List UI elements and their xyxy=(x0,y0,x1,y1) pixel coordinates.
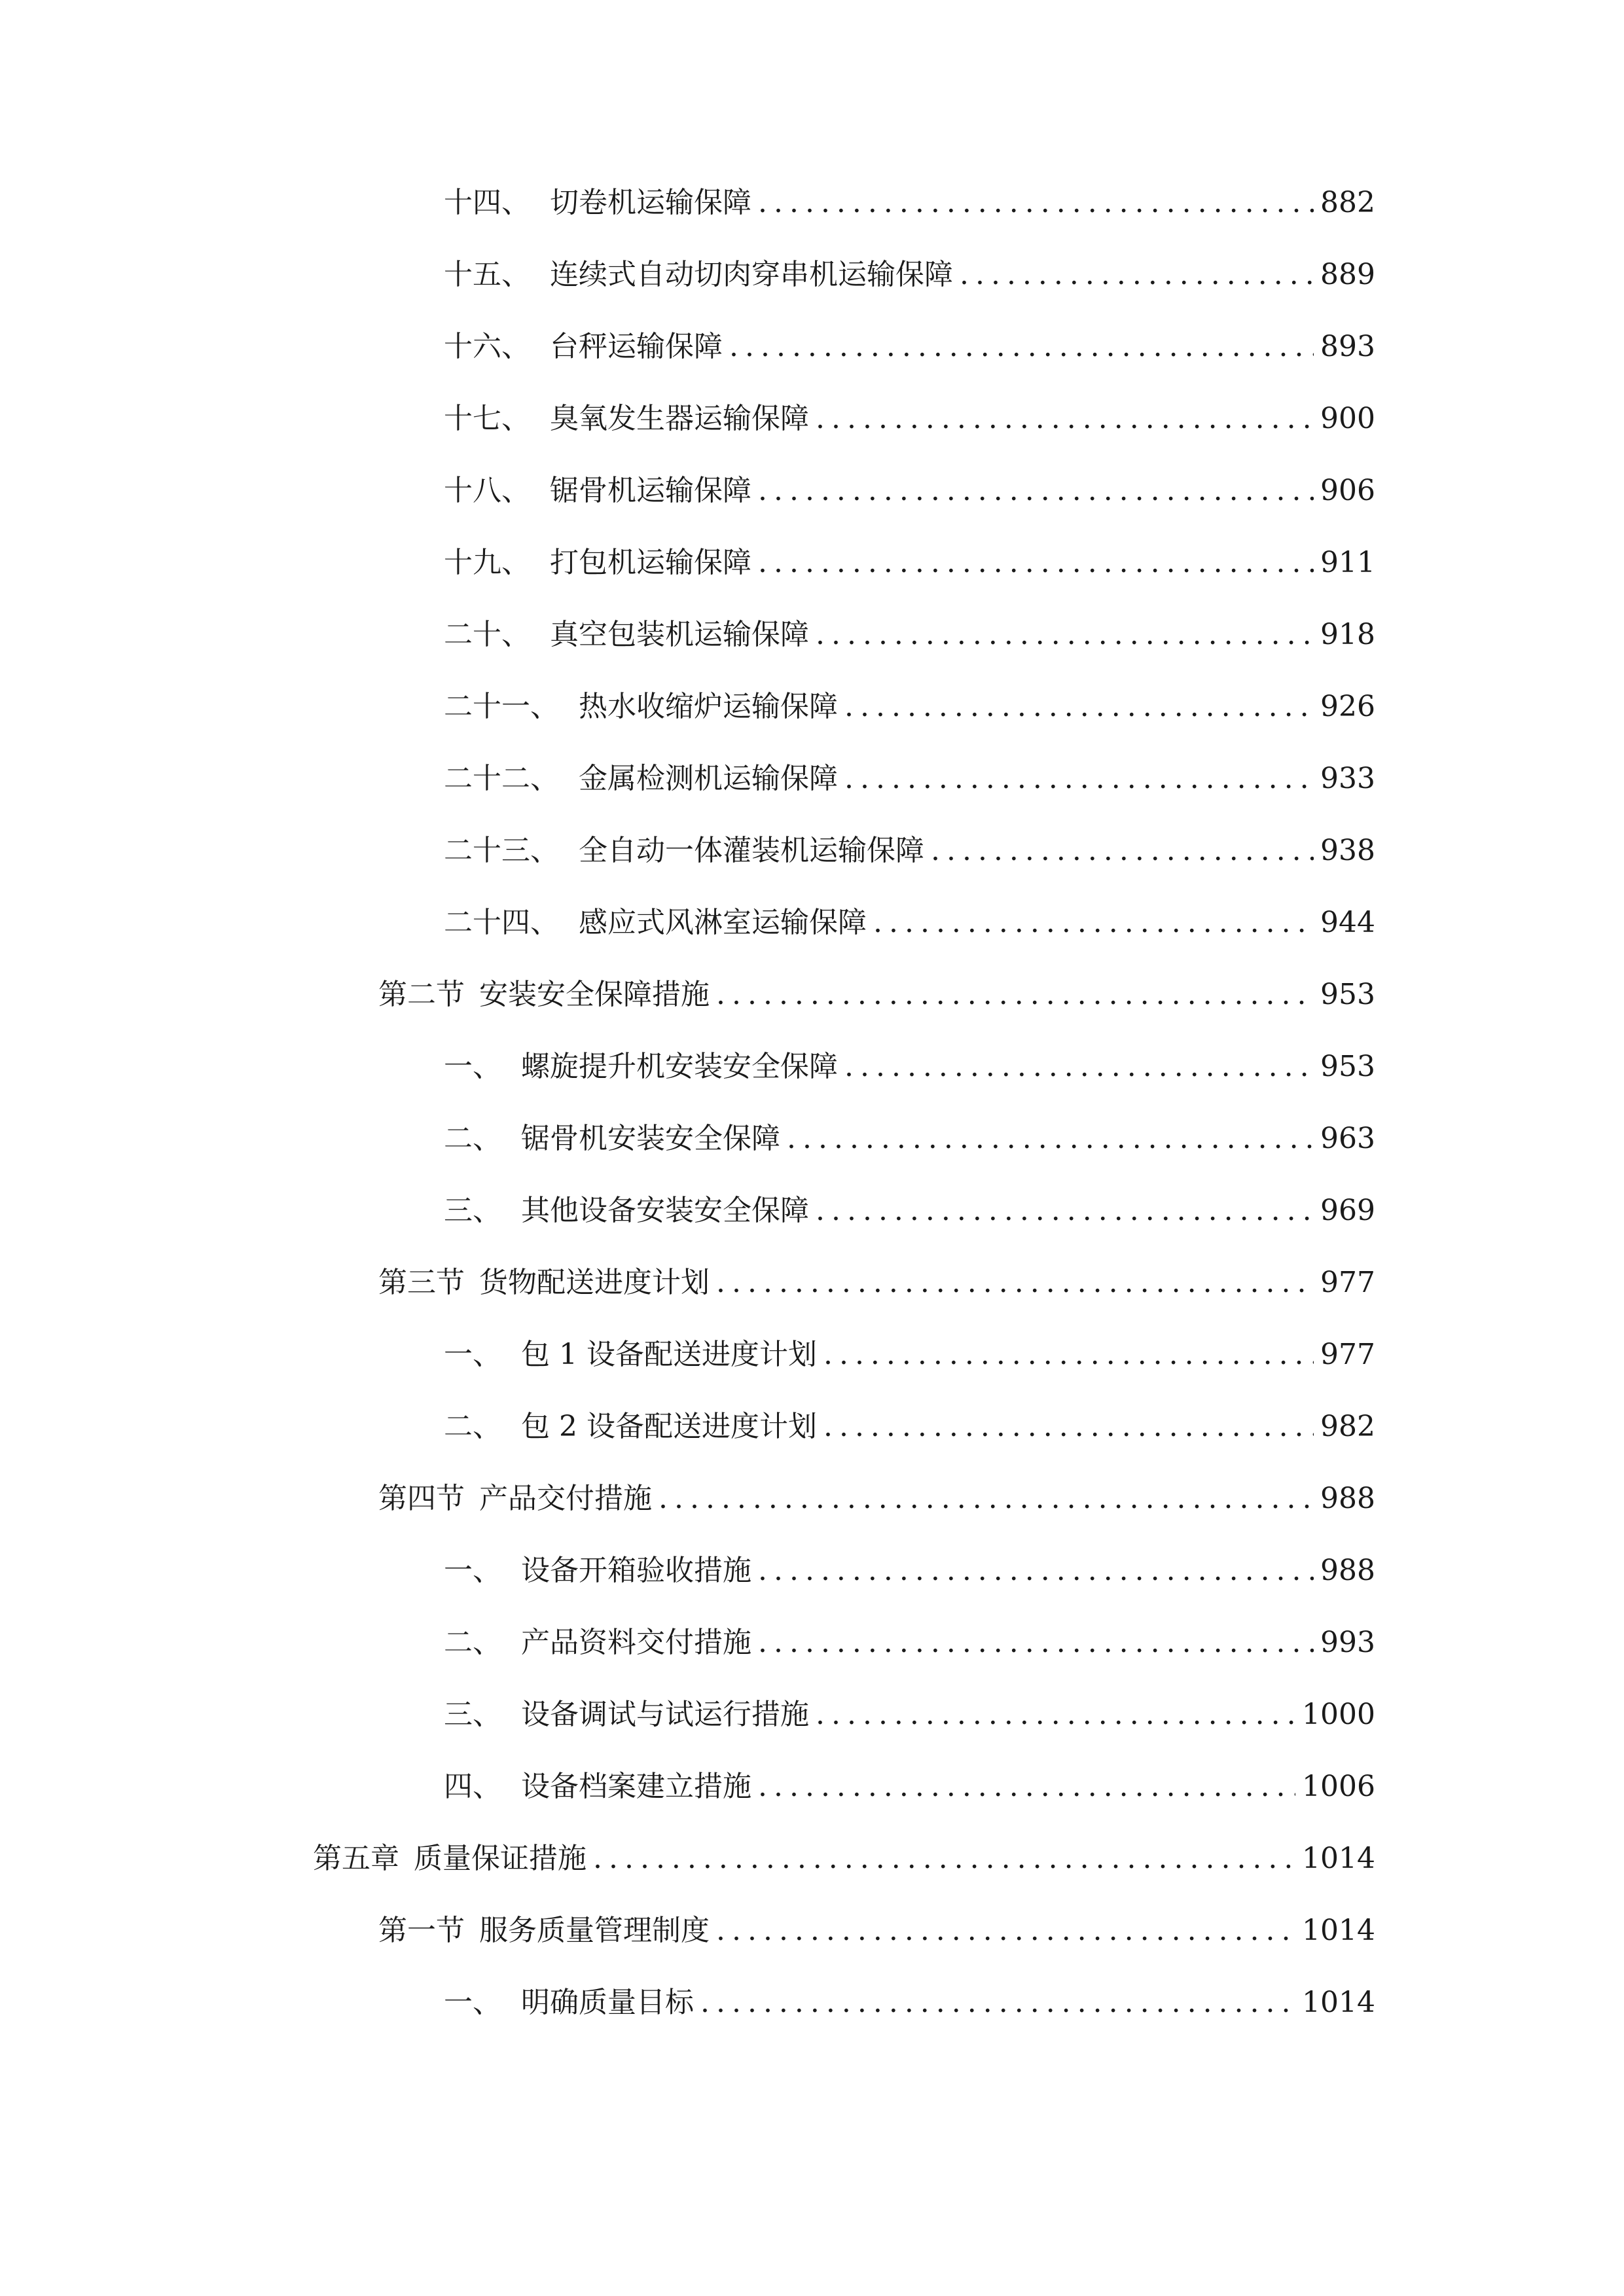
dot-leader xyxy=(593,1836,1295,1882)
toc-entry-number: 十八、 xyxy=(444,474,530,507)
toc-entry-title: 货物配送进度计划 xyxy=(479,1266,710,1299)
dot-leader xyxy=(816,1692,1295,1738)
toc-entry-number: 十九、 xyxy=(444,546,530,579)
toc-entry[interactable] xyxy=(444,828,1375,874)
dot-leader xyxy=(823,1332,1314,1378)
toc-entry-number: 第一节 xyxy=(378,1914,465,1947)
toc-entry-title: 设备开箱验收措施 xyxy=(521,1554,751,1587)
toc-entry-page-number: 893 xyxy=(1320,330,1375,363)
toc-entry-number: 一、 xyxy=(444,1338,501,1371)
toc-entry-page-number: 1014 xyxy=(1302,1842,1375,1875)
toc-entry-title: 质量保证措施 xyxy=(414,1842,586,1875)
toc-entry-page-number: 900 xyxy=(1320,402,1375,435)
toc-entry-page-number: 911 xyxy=(1320,546,1375,579)
toc-entry[interactable] xyxy=(444,1332,1375,1378)
toc-entry-number: 二十一、 xyxy=(444,690,559,723)
dot-leader xyxy=(659,1476,1314,1522)
toc-entry-page-number: 953 xyxy=(1320,978,1375,1011)
dot-leader xyxy=(716,1260,1314,1306)
toc-entry-number: 二十三、 xyxy=(444,834,559,867)
toc-entry-number: 二、 xyxy=(444,1122,501,1155)
toc-entry-title: 服务质量管理制度 xyxy=(479,1914,710,1947)
toc-entry[interactable] xyxy=(444,180,1375,226)
toc-entry-number: 四、 xyxy=(444,1770,501,1803)
toc-entry[interactable] xyxy=(444,1044,1375,1090)
toc-entry-page-number: 977 xyxy=(1320,1266,1375,1299)
toc-entry-title: 切卷机运输保障 xyxy=(550,186,751,219)
toc-entry-number: 第三节 xyxy=(378,1266,465,1299)
toc-entry-number: 第四节 xyxy=(378,1482,465,1515)
toc-entry[interactable] xyxy=(444,1116,1375,1162)
toc-entry-title: 产品交付措施 xyxy=(479,1482,652,1515)
toc-entry-title: 锯骨机安装安全保障 xyxy=(521,1122,780,1155)
toc-entry-number: 第五章 xyxy=(313,1842,399,1875)
toc-entry-title: 连续式自动切肉穿串机运输保障 xyxy=(550,258,953,291)
toc-entry[interactable] xyxy=(444,1692,1375,1738)
dot-leader xyxy=(729,324,1314,370)
toc-entry[interactable] xyxy=(444,1980,1375,2026)
toc-entry-page-number: 1000 xyxy=(1302,1698,1375,1731)
toc-entry-page-number: 982 xyxy=(1320,1410,1375,1443)
dot-leader xyxy=(816,1188,1314,1234)
toc-entry-title: 感应式风淋室运输保障 xyxy=(579,906,867,939)
toc-entry-number: 三、 xyxy=(444,1194,501,1227)
toc-entry-title: 打包机运输保障 xyxy=(550,546,751,579)
toc-entry-title: 其他设备安装安全保障 xyxy=(521,1194,809,1227)
toc-entry-page-number: 926 xyxy=(1320,690,1375,723)
toc-entry-page-number: 933 xyxy=(1320,762,1375,795)
toc-entry-page-number: 882 xyxy=(1320,186,1375,219)
toc-entry[interactable] xyxy=(378,972,1375,1018)
toc-entry-page-number: 938 xyxy=(1320,834,1375,867)
dot-leader xyxy=(823,1404,1314,1450)
toc-entry[interactable] xyxy=(444,396,1375,442)
toc-entry-number: 十七、 xyxy=(444,402,530,435)
toc-entry[interactable] xyxy=(444,1764,1375,1810)
toc-entry[interactable] xyxy=(444,1620,1375,1666)
dot-leader xyxy=(844,756,1314,802)
toc-entry[interactable] xyxy=(444,756,1375,802)
toc-entry[interactable] xyxy=(378,1476,1375,1522)
toc-entry-title: 金属检测机运输保障 xyxy=(579,762,838,795)
toc-entry[interactable] xyxy=(378,1260,1375,1306)
toc-entry-title: 明确质量目标 xyxy=(521,1986,694,2019)
toc-entry-title: 臭氧发生器运输保障 xyxy=(550,402,809,435)
dot-leader xyxy=(873,900,1314,946)
toc-entry-number: 二、 xyxy=(444,1410,501,1443)
toc-entry-title: 包 1 设备配送进度计划 xyxy=(521,1338,817,1371)
toc-entry-page-number: 944 xyxy=(1320,906,1375,939)
toc-entry[interactable] xyxy=(444,1548,1375,1594)
dot-leader xyxy=(844,684,1314,730)
toc-entry-page-number: 918 xyxy=(1320,618,1375,651)
toc-entry-number: 一、 xyxy=(444,1986,501,2019)
toc-entry-title: 热水收缩炉运输保障 xyxy=(579,690,838,723)
toc-entry-number: 十四、 xyxy=(444,186,530,219)
dot-leader xyxy=(716,1908,1295,1954)
dot-leader xyxy=(758,540,1314,586)
toc-entry-page-number: 1014 xyxy=(1302,1914,1375,1947)
dot-leader xyxy=(844,1044,1314,1090)
dot-leader xyxy=(931,828,1314,874)
toc-entry-number: 二十二、 xyxy=(444,762,559,795)
dot-leader xyxy=(700,1980,1295,2026)
toc-entry-number: 第二节 xyxy=(378,978,465,1011)
toc-entry-title: 螺旋提升机安装安全保障 xyxy=(521,1050,838,1083)
toc-entry[interactable] xyxy=(444,1188,1375,1234)
dot-leader xyxy=(758,180,1314,226)
toc-entry-page-number: 953 xyxy=(1320,1050,1375,1083)
dot-leader xyxy=(787,1116,1314,1162)
toc-entry[interactable] xyxy=(444,612,1375,658)
toc-entry-page-number: 1014 xyxy=(1302,1986,1375,2019)
toc-entry-title: 全自动一体灌装机运输保障 xyxy=(579,834,924,867)
toc-entry-title: 设备档案建立措施 xyxy=(521,1770,751,1803)
toc-entry[interactable] xyxy=(378,1908,1375,1954)
toc-entry-number: 十六、 xyxy=(444,330,530,363)
toc-entry-number: 一、 xyxy=(444,1050,501,1083)
toc-entry-title: 包 2 设备配送进度计划 xyxy=(521,1410,817,1443)
toc-entry-page-number: 969 xyxy=(1320,1194,1375,1227)
toc-entry-page-number: 889 xyxy=(1320,258,1375,291)
toc-entry-number: 一、 xyxy=(444,1554,501,1587)
toc-entry[interactable] xyxy=(444,252,1375,298)
dot-leader xyxy=(716,972,1314,1018)
toc-entry[interactable] xyxy=(444,684,1375,730)
toc-entry-page-number: 963 xyxy=(1320,1122,1375,1155)
toc-entry-number: 十五、 xyxy=(444,258,530,291)
toc-entry-title: 安装安全保障措施 xyxy=(479,978,710,1011)
toc-entry-number: 二十、 xyxy=(444,618,530,651)
toc-entry[interactable] xyxy=(444,540,1375,586)
toc-entry-page-number: 1006 xyxy=(1302,1770,1375,1803)
toc-entry-page-number: 906 xyxy=(1320,474,1375,507)
toc-entry-title: 产品资料交付措施 xyxy=(521,1626,751,1659)
toc-entry-number: 二、 xyxy=(444,1626,501,1659)
toc-entry[interactable] xyxy=(444,900,1375,946)
toc-entry-title: 真空包装机运输保障 xyxy=(550,618,809,651)
dot-leader xyxy=(758,1764,1295,1810)
toc-entry-page-number: 993 xyxy=(1320,1626,1375,1659)
toc-entry-number: 三、 xyxy=(444,1698,501,1731)
toc-entry-number: 二十四、 xyxy=(444,906,559,939)
toc-entry-title: 设备调试与试运行措施 xyxy=(521,1698,809,1731)
toc-entry-title: 台秤运输保障 xyxy=(550,330,723,363)
toc-entry-title: 锯骨机运输保障 xyxy=(550,474,751,507)
toc-entry[interactable] xyxy=(444,468,1375,514)
toc-entry-page-number: 988 xyxy=(1320,1482,1375,1515)
toc-entry-page-number: 988 xyxy=(1320,1554,1375,1587)
dot-leader xyxy=(816,396,1314,442)
toc-entry[interactable] xyxy=(444,1404,1375,1450)
dot-leader xyxy=(758,1548,1314,1594)
dot-leader xyxy=(960,252,1314,298)
toc-entry[interactable] xyxy=(444,324,1375,370)
dot-leader xyxy=(758,468,1314,514)
dot-leader xyxy=(816,612,1314,658)
toc-entry[interactable] xyxy=(313,1836,1375,1882)
toc-entry-page-number: 977 xyxy=(1320,1338,1375,1371)
dot-leader xyxy=(758,1620,1314,1666)
